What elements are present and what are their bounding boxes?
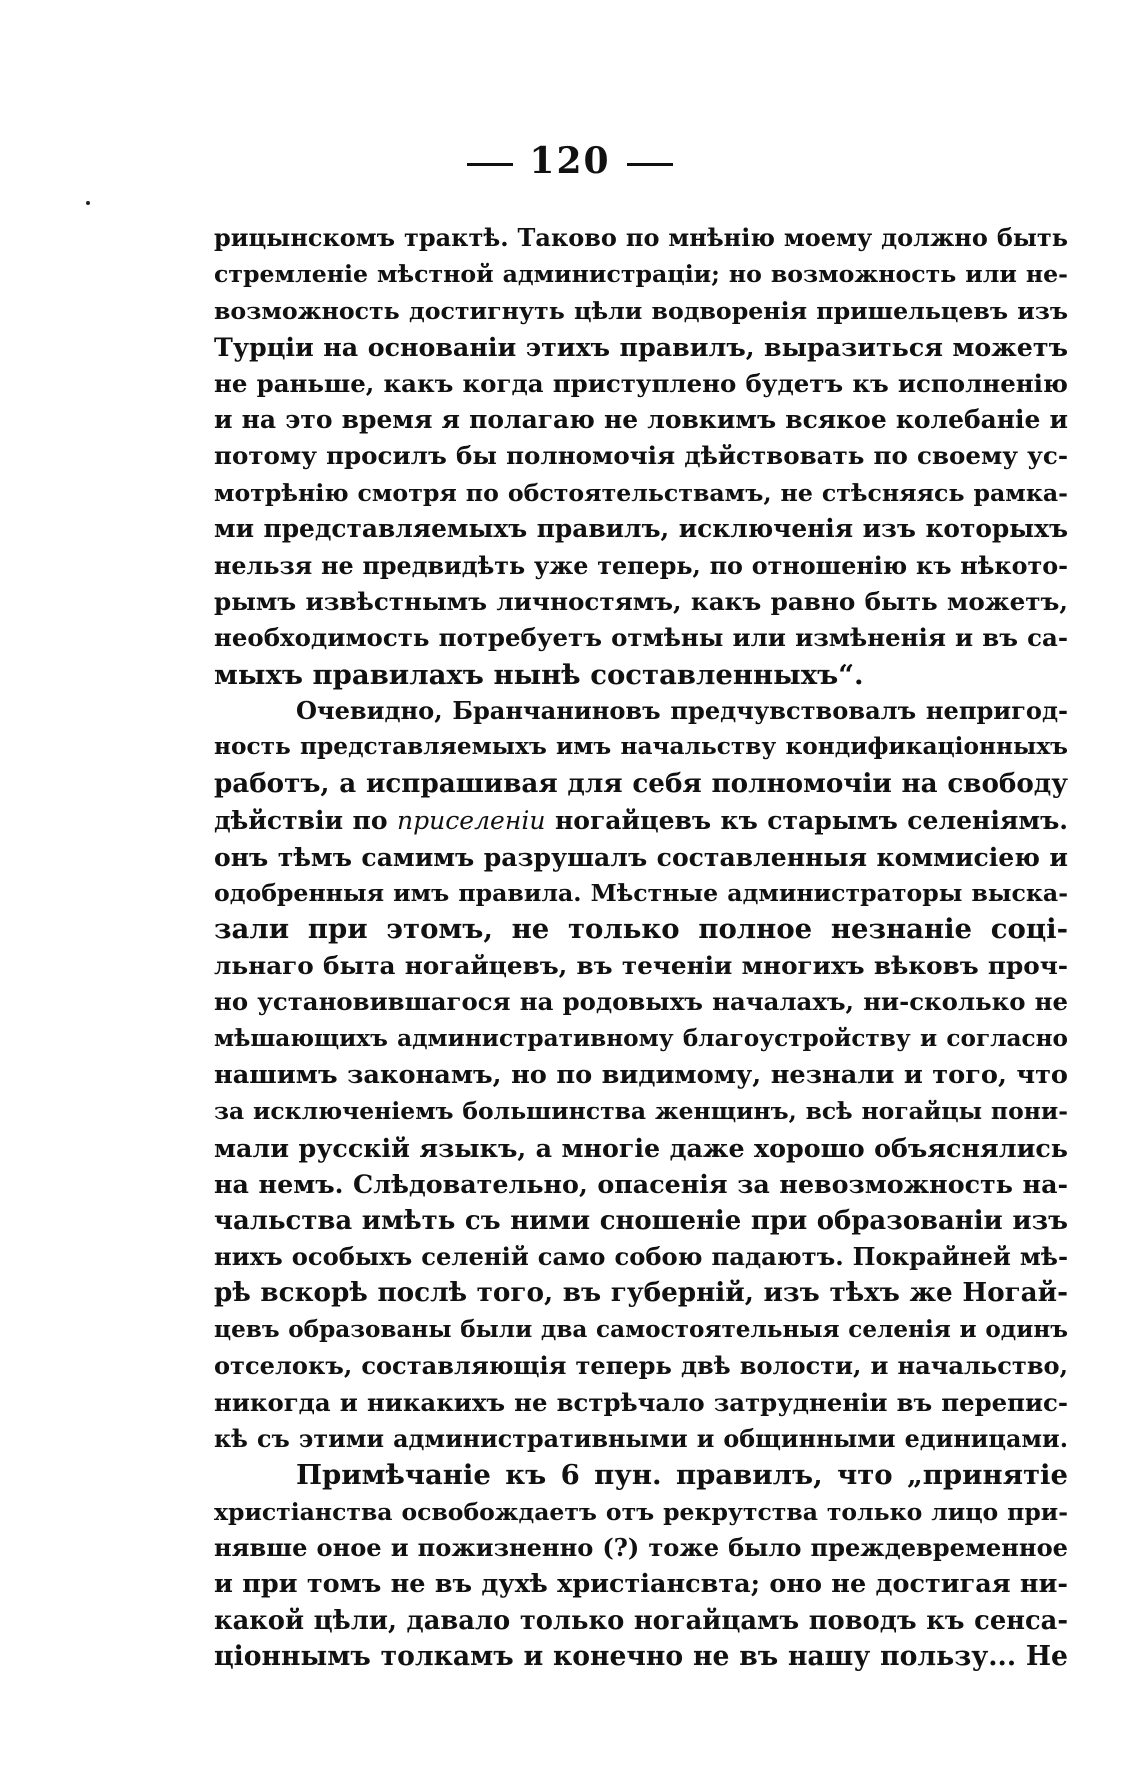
text-line: кѣ съ этими административными и общинными единицами.	[214, 1424, 1068, 1453]
text-line: стремленіе мѣстной администраціи; но возможность или не-	[214, 260, 1068, 289]
text-line: ми представляемыхъ правилъ, исключенія изъ которыхъ	[214, 514, 1068, 544]
italic-word: приселеніи	[397, 806, 546, 836]
text-line: христіанства освобождаетъ отъ рекрутства только лицо при-	[214, 1497, 1068, 1526]
text-line: Очевидно, Бранчаниновъ предчувствовалъ непригод-	[296, 696, 1068, 726]
text-line: мали русскій языкъ, а многіе даже хорошо объяснялись	[214, 1132, 1068, 1163]
text-line: и на это время я полагаю не ловкимъ всякое колебаніе и	[214, 404, 1068, 434]
text-line: рымъ извѣстнымъ личностямъ, какъ равно быть можетъ,	[214, 586, 1068, 616]
text-line: потому просилъ бы полномочія дѣйствовать по своему ус-	[214, 441, 1068, 471]
text-line: но установившагося на родовыхъ началахъ, ни-сколько не	[214, 987, 1068, 1017]
body-text	[214, 220, 1068, 1676]
text-line: и при томъ не въ духѣ христіансвта; оно не достигая ни-	[214, 1569, 1068, 1600]
text-line: одобренныя имъ правила. Мѣстные администраторы выска-	[214, 879, 1068, 908]
text-line: возможность достигнуть цѣли водворенія пришельцевъ изъ	[214, 296, 1068, 325]
text-line: нявше оное и пожизненно (?) тоже было преждевременное	[214, 1533, 1068, 1563]
right-dash	[627, 163, 673, 166]
text-line: необходимость потребуетъ отмѣны или измѣненія и въ са-	[214, 623, 1068, 653]
text-line: мѣшающихъ административному благоустройству и согласно	[214, 1024, 1068, 1052]
text-line: нельзя не предвидѣть уже теперь, по отношенію къ нѣкото-	[214, 551, 1068, 580]
text-line: льнаго быта ногайцевъ, въ теченіи многихъ вѣковъ проч-	[214, 950, 1068, 980]
text-segment: дѣйствіи по	[214, 805, 398, 836]
page-number-header	[0, 140, 1140, 182]
text-line: отселокъ, составляющія теперь двѣ волости, и начальство,	[214, 1351, 1068, 1381]
text-line: работъ, а испрашивая для себя полномочіи на свободу	[214, 767, 1068, 799]
page-number: 120	[529, 140, 611, 182]
text-segment: ногайцевъ къ старымъ селеніямъ.	[545, 805, 1068, 836]
print-speck	[86, 201, 90, 205]
left-dash	[467, 163, 513, 166]
text-line: Турціи на основаніи этихъ правилъ, выразиться можетъ	[214, 332, 1068, 363]
text-line: ціоннымъ толкамъ и конечно не въ нашу пользу... Не	[214, 1641, 1068, 1673]
text-line: никогда и никакихъ не встрѣчало затрудненіи въ перепис-	[214, 1387, 1068, 1417]
text-line: какой цѣли, давало только ногайцамъ поводъ къ сенса-	[214, 1605, 1068, 1636]
text-line: на немъ. Слѣдовательно, опасенія за невозможность на-	[214, 1169, 1068, 1200]
text-line: мыхъ правилахъ нынѣ составленныхъ“.	[214, 658, 864, 691]
text-line: рицынскомъ трактѣ. Таково по мнѣнію моему должно быть	[214, 223, 1068, 252]
text-line: цевъ образованы были два самостоятельныя селенія и одинъ	[214, 1315, 1068, 1343]
text-line: ность представляемыхъ имъ начальству кондификаціонныхъ	[214, 733, 1068, 761]
text-line: нихъ особыхъ селеній само собою падаютъ. Покрайней мѣ-	[214, 1241, 1068, 1271]
text-line: мотрѣнію смотря по обстоятельствамъ, не стѣсняясь рамка-	[214, 478, 1068, 507]
text-line: не раньше, какъ когда приступлено будетъ къ исполненію	[214, 368, 1068, 398]
text-line: нашимъ законамъ, но по видимому, незнали и того, что	[214, 1059, 1068, 1090]
text-line: чальства имѣть съ ними сношеніе при образованіи изъ	[214, 1205, 1068, 1236]
text-line: за исключеніемъ большинства женщинъ, всѣ ногайцы пони-	[214, 1097, 1068, 1126]
text-line	[214, 802, 1068, 838]
text-line: зали при этомъ, не только полное незнаніе соці-	[214, 913, 1068, 946]
text-line: онъ тѣмъ самимъ разрушалъ составленныя коммисіею и	[214, 841, 1068, 872]
text-line: рѣ вскорѣ послѣ того, въ губерній, изъ тѣхъ же Ногай-	[214, 1277, 1068, 1309]
text-line: Примѣчаніе къ 6 пун. правилъ, что „принятіе	[296, 1459, 1068, 1492]
